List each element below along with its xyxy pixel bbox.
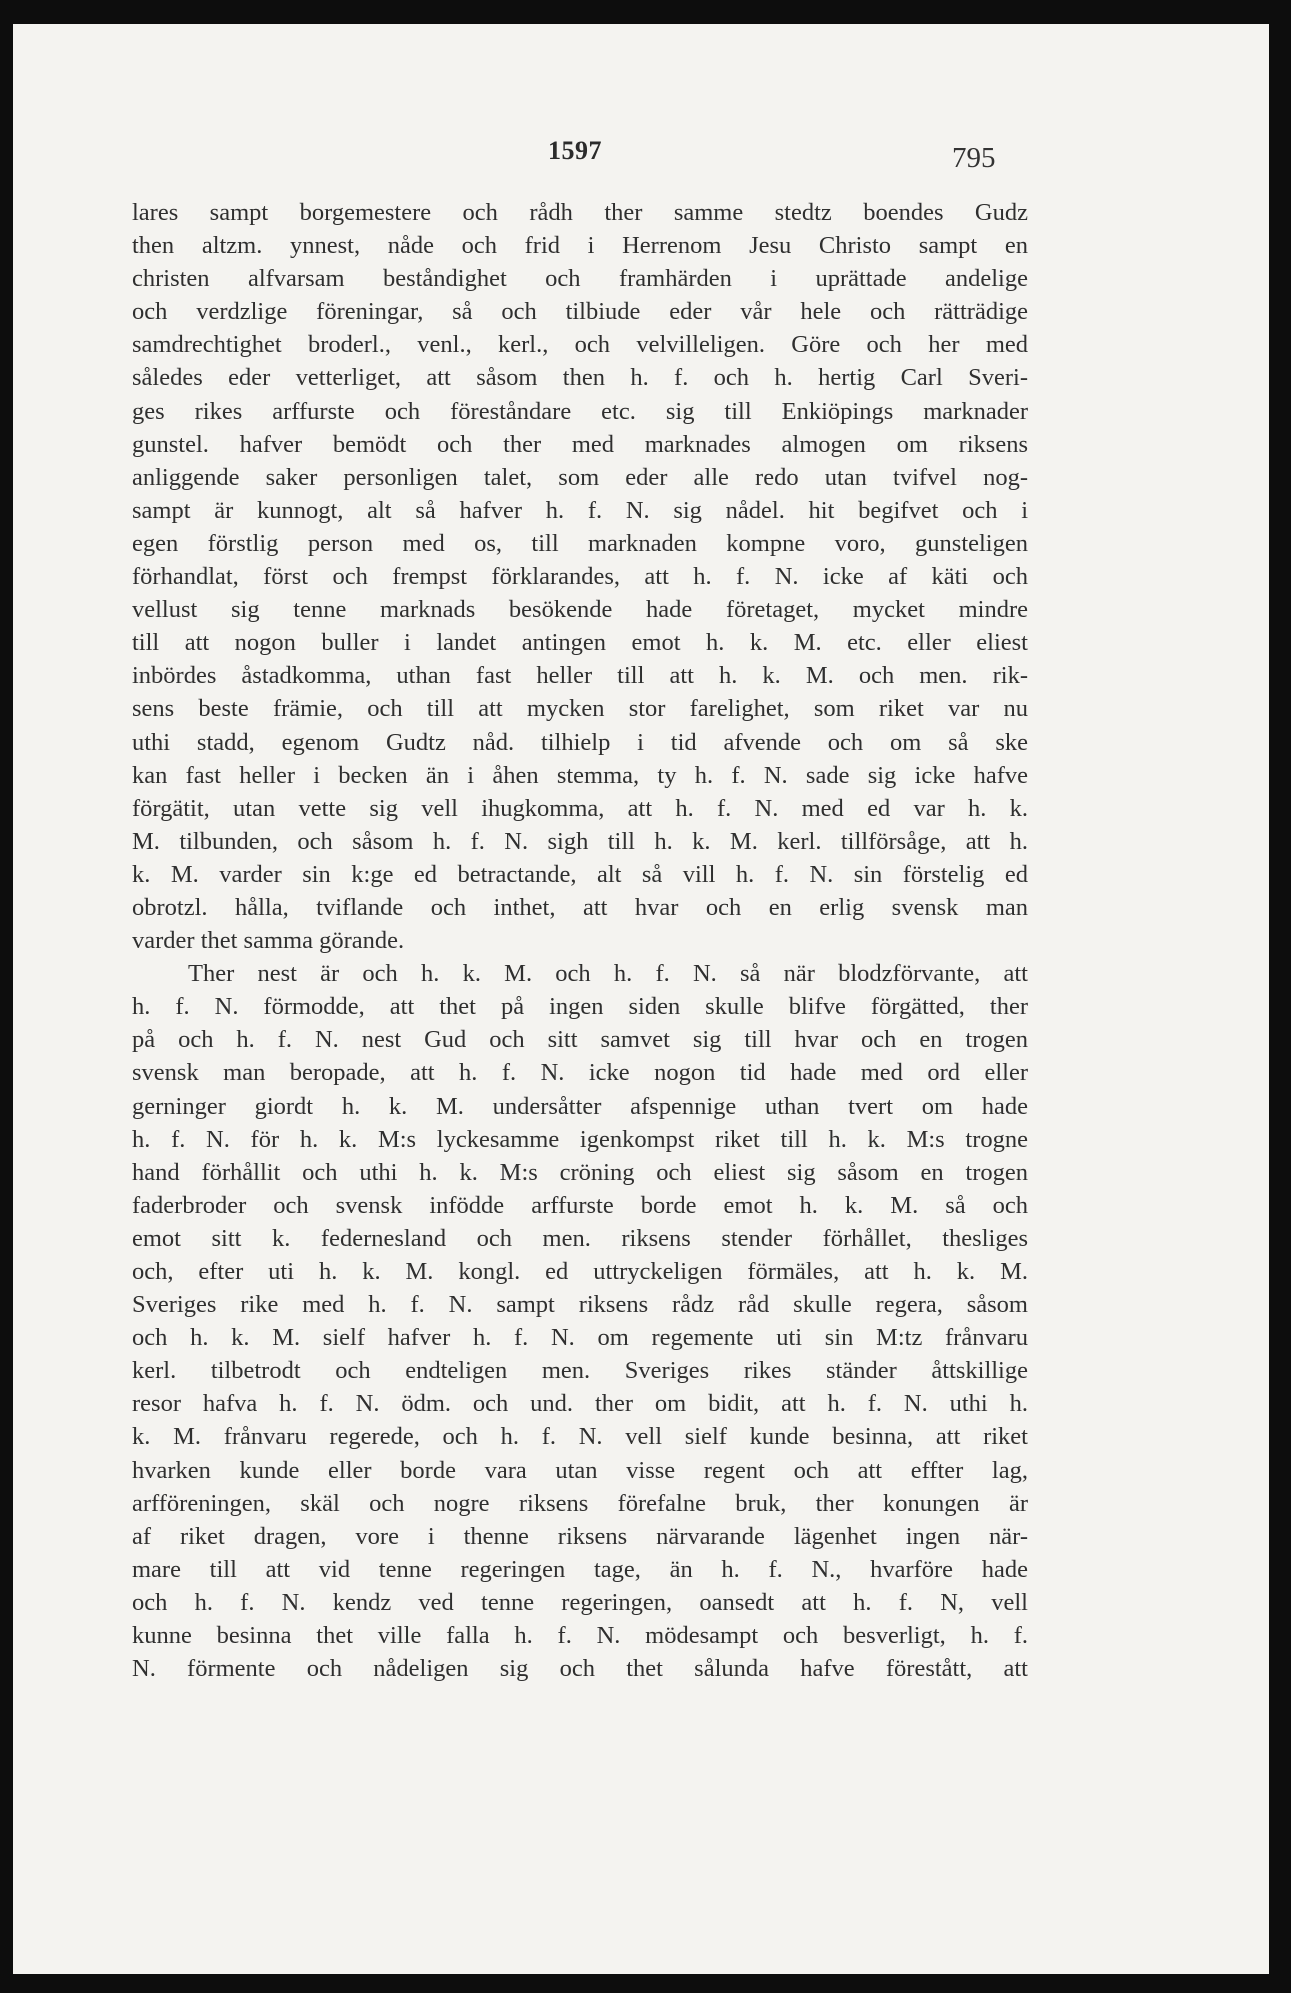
text-line: till att nogon buller i landet antingen emot h. k. M. etc. eller eliest (132, 629, 1028, 657)
text-line: sens beste främie, och till att mycken stor farelighet, som riket var nu (132, 695, 1028, 723)
text-line: gunstel. hafver bemödt och ther med marknades almogen om riksens (132, 430, 1028, 458)
text-line: gerninger giordt h. k. M. undersåtter afspennige uthan tvert om hade (132, 1092, 1028, 1120)
body-text (132, 196, 1028, 1685)
text-line: på och h. f. N. nest Gud och sitt samvet sig till hvar och en trogen (132, 1026, 1028, 1054)
text-line: Sveriges rike med h. f. N. sampt riksens rådz råd skulle regera, såsom (132, 1291, 1028, 1319)
year-heading: 1597 (548, 136, 602, 165)
text-line: christen alfvarsam beståndighet och framhärden i uprättade andelige (132, 265, 1028, 293)
text-line: således eder vetterliget, att såsom then h. f. och h. hertig Carl Sveri- (132, 364, 1028, 392)
text-line: ges rikes arffurste och föreståndare etc. sig till Enkiöpings marknader (132, 397, 1028, 425)
text-line: inbördes åstadkomma, uthan fast heller till att h. k. M. och men. rik- (132, 662, 1028, 690)
text-line: mare till att vid tenne regeringen tage, än h. f. N., hvarföre hade (132, 1555, 1028, 1583)
text-line: hvarken kunde eller borde vara utan visse regent och att effter lag, (132, 1456, 1028, 1484)
text-line: h. f. N. för h. k. M:s lyckesamme igenkompst riket till h. k. M:s trogne (132, 1125, 1028, 1153)
text-line: h. f. N. förmodde, att thet på ingen siden skulle blifve förgätted, ther (132, 993, 1028, 1021)
text-line: samdrechtighet broderl., venl., kerl., och velvilleligen. Göre och her med (132, 331, 1028, 359)
text-line: faderbroder och svensk infödde arffurste borde emot h. k. M. så och (132, 1191, 1028, 1219)
text-line: sampt är kunnogt, alt så hafver h. f. N. sig nådel. hit begifvet och i (132, 496, 1028, 524)
text-line: M. tilbunden, och såsom h. f. N. sigh till h. k. M. kerl. tillförsåge, att h. (132, 827, 1028, 855)
text-line: kan fast heller i becken än i åhen stemma, ty h. f. N. sade sig icke hafve (132, 761, 1028, 789)
text-line: N. förmente och nådeligen sig och thet sålunda hafve förestått, att (132, 1655, 1028, 1683)
text-line: och, efter uti h. k. M. kongl. ed uttryckeligen förmäles, att h. k. M. (132, 1258, 1028, 1285)
page-number: 795 (952, 142, 996, 174)
text-line: lares sampt borgemestere och rådh ther samme stedtz boendes Gudz (132, 199, 1028, 226)
text-line: af riket dragen, vore i thenne riksens närvarande lägenhet ingen när- (132, 1522, 1028, 1550)
text-line: k. M. varder sin k:ge ed betractande, alt så vill h. f. N. sin förstelig ed (132, 860, 1028, 888)
text-line: k. M. frånvaru regerede, och h. f. N. vell sielf kunde besinna, att riket (132, 1423, 1028, 1451)
text-line: then altzm. ynnest, nåde och frid i Herrenom Jesu Christo sampt en (132, 232, 1028, 260)
text-line: förhandlat, först och frempst förklarandes, att h. f. N. icke af käti och (132, 563, 1028, 591)
text-line: resor hafva h. f. N. ödm. och und. ther om bidit, att h. f. N. uthi h. (132, 1390, 1028, 1418)
text-line: emot sitt k. federnesland och men. riksens stender förhållet, thesliges (132, 1224, 1028, 1252)
text-line: förgätit, utan vette sig vell ihugkomma, att h. f. N. med ed var h. k. (132, 794, 1028, 822)
page-header (0, 136, 1291, 176)
paragraph-start-line: Ther nest är och h. k. M. och h. f. N. så när blodzförvante, att (188, 960, 1028, 988)
text-line: obrotzl. hålla, tviflande och inthet, att hvar och en erlig svensk man (132, 893, 1028, 921)
text-line: uthi stadd, egenom Gudtz nåd. tilhielp i tid afvende och om så ske (132, 728, 1028, 756)
text-line: kunne besinna thet ville falla h. f. N. mödesampt och besverligt, h. f. (132, 1622, 1028, 1650)
text-line: hand förhållit och uthi h. k. M:s cröning och eliest sig såsom en trogen (132, 1158, 1028, 1186)
text-line: och h. k. M. sielf hafver h. f. N. om regemente uti sin M:tz frånvaru (132, 1324, 1028, 1352)
text-line: och h. f. N. kendz ved tenne regeringen, oansedt att h. f. N, vell (132, 1588, 1028, 1616)
text-line: svensk man beropade, att h. f. N. icke nogon tid hade med ord eller (132, 1059, 1028, 1087)
scan-edge-mark (0, 24, 13, 54)
text-line: vellust sig tenne marknads besökende hade företaget, mycket mindre (132, 596, 1028, 624)
text-line: kerl. tilbetrodt och endteligen men. Sveriges rikes ständer åttskillige (132, 1357, 1028, 1385)
text-line: egen förstlig person med os, till marknaden kompne voro, gunsteligen (132, 529, 1028, 557)
text-line: arfföreningen, skäl och nogre riksens förefalne bruk, ther konungen är (132, 1489, 1028, 1517)
paragraph-end-line: varder thet samma görande. (132, 927, 405, 955)
text-line: och verdzlige föreningar, så och tilbiude eder vår hele och rätträdige (132, 298, 1028, 326)
text-line: anliggende saker personligen talet, som eder alle redo utan tvifvel nog- (132, 463, 1028, 491)
